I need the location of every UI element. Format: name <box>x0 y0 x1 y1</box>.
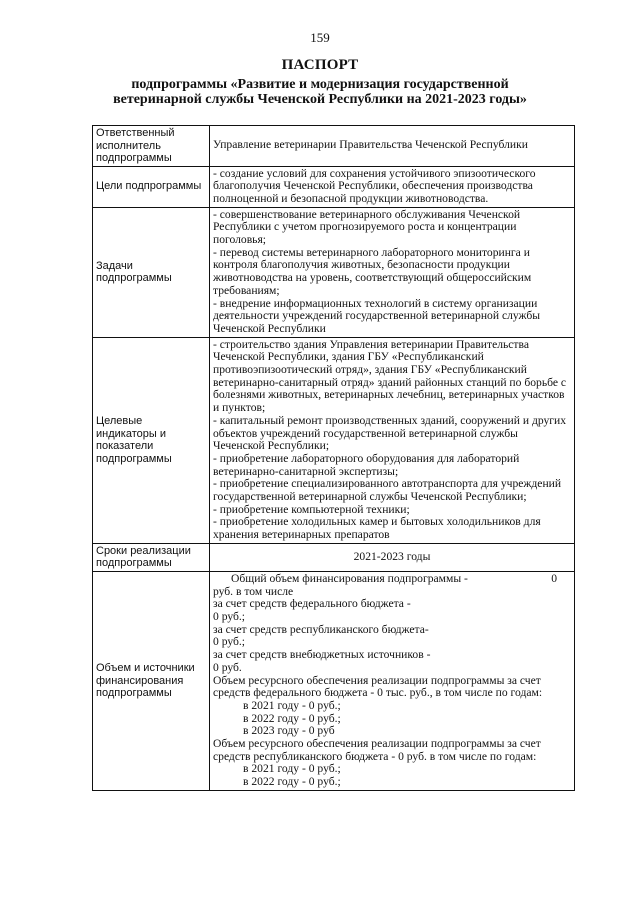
subtitle-line-1: подпрограммы «Развитие и модернизация государственной <box>131 77 509 92</box>
indicator-item: - строительство здания Управления ветеринарии Правительства Чеченской Республики, здания ГБУ «Республиканский противоэпизоотический отряд», здания ГБУ «Республиканский ветеринарно-санитарный отряд» зданий районных станций по борьбе с болезнями животных, ветеринарных лечебниц, ветеринарных участков и пунктов; <box>213 337 567 415</box>
value-responsible: Управление ветеринарии Правительства Чеченской Республики <box>210 126 575 167</box>
indicator-item: - приобретение компьютерной техники; <box>213 502 410 516</box>
financing-line: за счет средств внебюджетных источников - <box>213 648 431 662</box>
financing-line: руб. в том числе <box>213 584 294 598</box>
indicator-item: - приобретение специализированного автотранспорта для учреждений государственной ветеринарной службы Чеченской Республики; <box>213 477 562 504</box>
row-goals <box>93 166 575 207</box>
value-financing <box>210 571 575 790</box>
indicator-item: - приобретение холодильных камер и бытовых холодильников для хранения ветеринарных препаратов <box>213 515 541 542</box>
row-responsible <box>93 126 575 167</box>
federal-year-line: в 2021 году - 0 руб.; <box>243 698 341 712</box>
row-financing <box>93 571 575 790</box>
indicator-item: - капитальный ремонт производственных зданий, сооружений и других объектов учреждений государственной ветеринарной службы Чеченской Республики; <box>213 413 567 453</box>
value-tasks <box>210 207 575 337</box>
label-financing: Объем и источники финансирования подпрограммы <box>93 571 210 790</box>
label-responsible: Ответственный исполнитель подпрограммы <box>93 126 210 167</box>
label-terms: Сроки реализации подпрограммы <box>93 543 210 571</box>
task-item: - перевод системы ветеринарного лабораторного мониторинга и контроля благополучия животных, безопасности продукции животноводства на уровень, соответствующий общероссийским требованиям; <box>213 245 532 297</box>
republic-year-line: в 2022 году - 0 руб.; <box>243 775 341 789</box>
financing-line: 0 руб.; <box>213 635 246 649</box>
republic-year-line: в 2021 году - 0 руб.; <box>243 762 341 776</box>
federal-year-line: в 2022 году - 0 руб.; <box>243 711 341 725</box>
financing-total-value: 0 <box>551 571 557 585</box>
row-indicators <box>93 337 575 543</box>
value-terms: 2021-2023 годы <box>210 543 575 571</box>
task-item: - совершенствование ветеринарного обслуживания Чеченской Республики с учетом прогнозируемого роста и концентрации поголовья; <box>213 207 521 247</box>
financing-line: за счет средств федерального бюджета - <box>213 597 411 611</box>
value-goals: - создание условий для сохранения устойчивого эпизоотического благополучия Чеченской Республики, обеспечения производства полноценной и безопасной продукции животноводства. <box>210 166 575 207</box>
financing-line: 0 руб. <box>213 660 242 674</box>
row-terms <box>93 543 575 571</box>
row-tasks <box>93 207 575 337</box>
document-subtitle <box>90 77 550 107</box>
label-tasks: Задачи подпрограммы <box>93 207 210 337</box>
financing-line: 0 руб.; <box>213 610 246 623</box>
financing-total-head: Общий объем финансирования подпрограммы - <box>231 571 468 585</box>
financing-line: за счет средств республиканского бюджета- <box>213 622 429 636</box>
task-item: - внедрение информационных технологий в систему организации деятельности учреждений государственной ветеринарной службы Чеченской Республики <box>213 296 541 335</box>
value-indicators <box>210 337 575 543</box>
indicator-item: - приобретение лабораторного оборудования для лабораторий ветеринарно-санитарной экспертизы; <box>213 451 520 478</box>
label-goals: Цели подпрограммы <box>93 166 210 207</box>
financing-line: Объем ресурсного обеспечения реализации подпрограммы за счет средств федерального бюджета - 0 тыс. руб., в том числе по годам: <box>213 673 543 700</box>
label-indicators: Целевые индикаторы и показатели подпрограммы <box>93 337 210 543</box>
passport-table <box>92 125 575 791</box>
federal-year-line: в 2023 году - 0 руб <box>243 724 335 738</box>
page-number: 159 <box>310 30 330 45</box>
document-title: ПАСПОРТ <box>281 57 359 73</box>
financing-total <box>213 573 571 586</box>
republic-head: Объем ресурсного обеспечения реализации подпрограммы за счет средств республиканского бюджета - 0 руб. в том числе по годам: <box>213 737 541 763</box>
subtitle-line-2: ветеринарной службы Чеченской Республики на 2021-2023 годы» <box>113 92 527 107</box>
